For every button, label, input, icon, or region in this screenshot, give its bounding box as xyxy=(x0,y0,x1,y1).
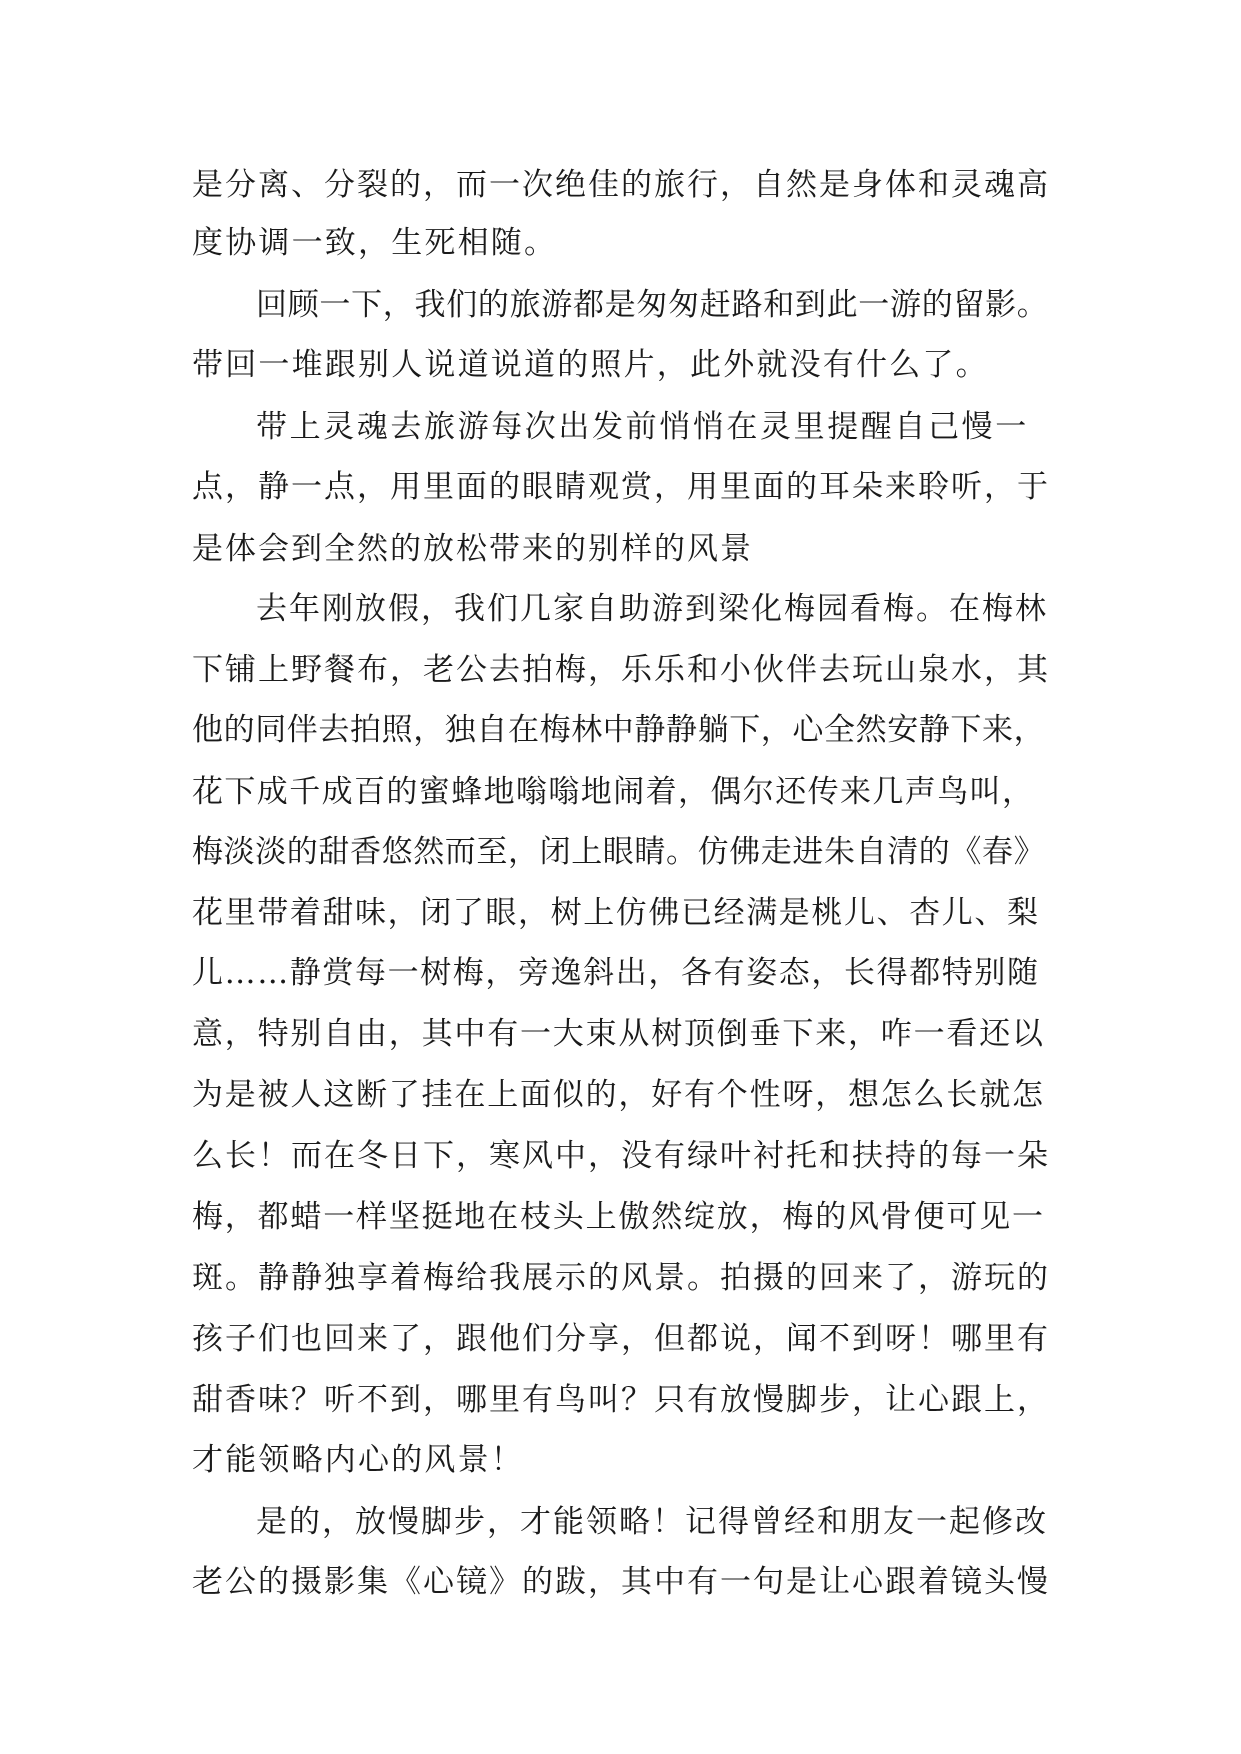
text-line: 斑。静静独享着梅给我展示的风景。拍摄的回来了，游玩的 xyxy=(192,1260,1050,1296)
text-line: 点，静一点，用里面的眼睛观赏，用里面的耳朵来聆听，于 xyxy=(192,469,1050,505)
text-line: 么长！而在冬日下，寒风中，没有绿叶衬托和扶持的每一朵 xyxy=(192,1138,1050,1174)
text-line: 度协调一致，生死相随。 xyxy=(192,225,558,261)
text-line: 孩子们也回来了，跟他们分享，但都说，闻不到呀！哪里有 xyxy=(192,1321,1050,1357)
text-line: 梅，都蜡一样坚挺地在枝头上傲然绽放，梅的风骨便可见一 xyxy=(192,1199,1045,1235)
text-line: 为是被人这断了挂在上面似的，好有个性呀，想怎么长就怎 xyxy=(192,1077,1045,1113)
paragraph-start-line: 带上灵魂去旅游每次出发前悄悄在灵里提醒自己慢一 xyxy=(256,409,1029,445)
paragraph-start-line: 回顾一下，我们的旅游都是匆匆赶路和到此一游的留影。 xyxy=(256,287,1049,323)
text-line: 花下成千成百的蜜蜂地嗡嗡地闹着，偶尔还传来几声鸟叫， xyxy=(192,774,1035,810)
text-line: 带回一堆跟别人说道说道的照片，此外就没有什么了。 xyxy=(192,347,989,383)
text-line: 儿……静赏每一树梅，旁逸斜出，各有姿态，长得都特别随 xyxy=(192,955,1040,991)
text-line: 才能领略内心的风景！ xyxy=(192,1442,524,1478)
paragraph-start-line: 是的，放慢脚步，才能领略！记得曾经和朋友一起修改 xyxy=(256,1504,1048,1540)
paragraph-start-line: 去年刚放假，我们几家自助游到梁化梅园看梅。在梅林 xyxy=(256,591,1048,627)
text-line: 下铺上野餐布，老公去拍梅，乐乐和小伙伴去玩山泉水，其 xyxy=(192,652,1050,688)
text-line: 梅淡淡的甜香悠然而至，闭上眼睛。仿佛走进朱自清的《春》 xyxy=(192,834,1046,870)
text-line: 是分离、分裂的，而一次绝佳的旅行，自然是身体和灵魂高 xyxy=(192,167,1050,203)
text-line: 甜香味？听不到，哪里有鸟叫？只有放慢脚步，让心跟上， xyxy=(192,1382,1050,1418)
text-line: 是体会到全然的放松带来的别样的风景 xyxy=(192,531,753,567)
text-line: 意，特别自由，其中有一大束从树顶倒垂下来，咋一看还以 xyxy=(192,1016,1045,1052)
text-line: 老公的摄影集《心镜》的跋，其中有一句是让心跟着镜头慢 xyxy=(192,1564,1050,1600)
text-line: 他的同伴去拍照，独自在梅林中静静躺下，心全然安静下来， xyxy=(192,712,1046,748)
text-line: 花里带着甜味，闭了眼，树上仿佛已经满是桃儿、杏儿、梨 xyxy=(192,895,1040,931)
